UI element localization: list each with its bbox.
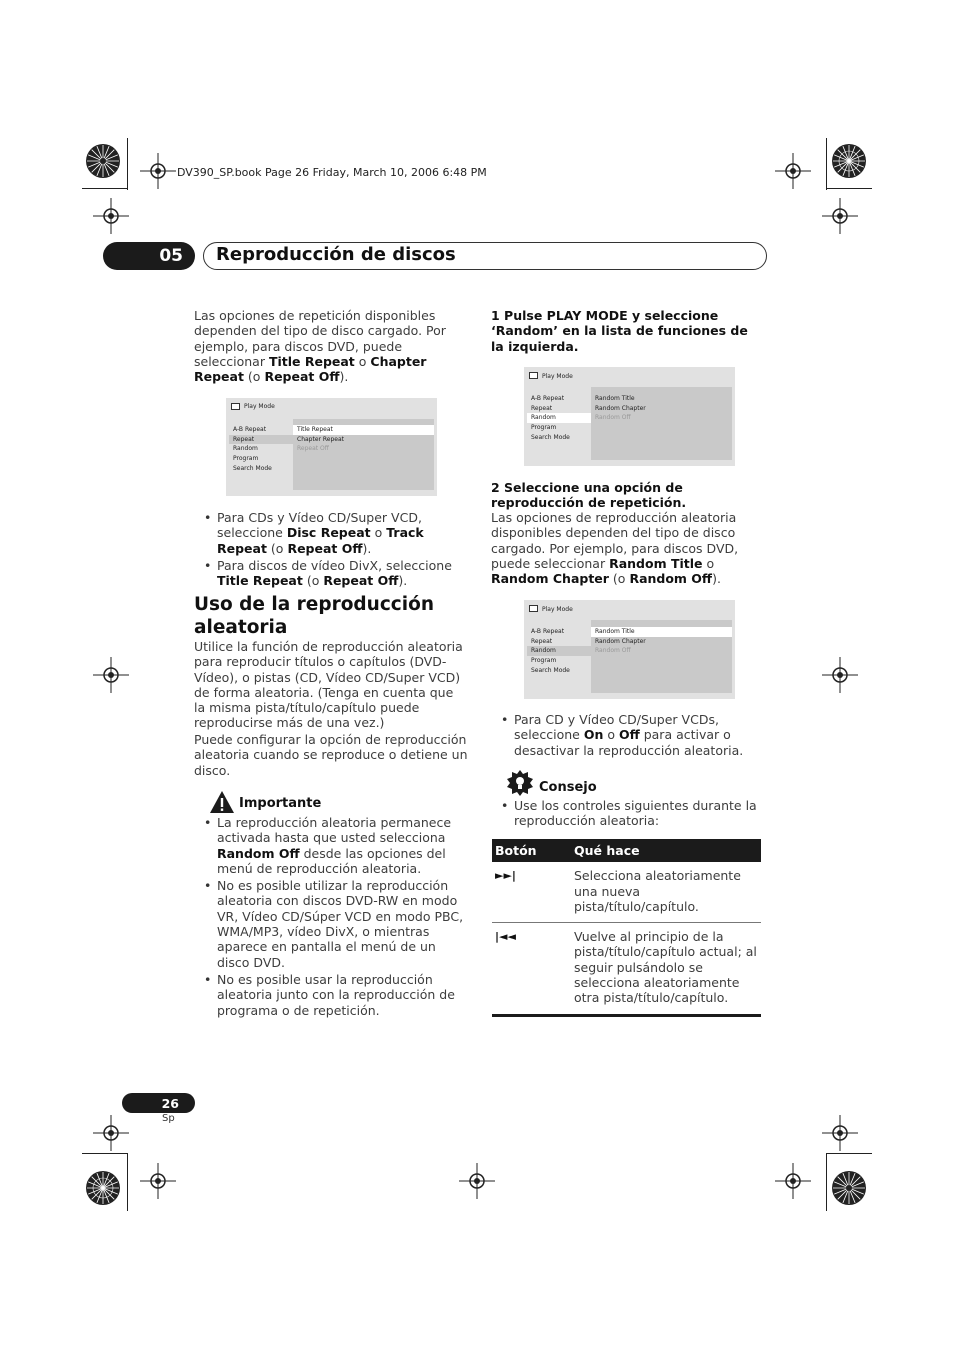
list-item: • Para CDs y Vídeo CD/Super VCD, seleccione Disc Repeat o Track Repeat (o Repeat Off). xyxy=(194,510,470,556)
option: Random Chapter xyxy=(595,404,646,412)
crosshair-mark-icon xyxy=(775,153,811,189)
warning-icon xyxy=(209,790,235,814)
menu-item: Program xyxy=(233,455,259,463)
crosshair-mark-icon xyxy=(822,1115,858,1151)
step-2: 2 Seleccione una opción de reproducción de repetición. xyxy=(491,480,687,511)
option: Random Chapter xyxy=(595,637,646,645)
screen-title: Play Mode xyxy=(244,403,275,410)
disc-icon xyxy=(529,372,538,379)
page-number: 26 xyxy=(122,1093,195,1113)
chapter-title: Reproducción de discos xyxy=(216,244,456,265)
menu-item: Repeat xyxy=(531,404,553,412)
menu-item: Program xyxy=(531,424,557,432)
list-item: • No es posible usar la reproducción aleatoria junto con la reproducción de programa o de repetición. xyxy=(194,972,470,1018)
registration-target-icon xyxy=(85,143,121,179)
table-cell: Vuelve al principio de la pista/título/capítulo actual; al seguir pulsándolo se selecciona aleatoriamente otra pista/título/capítulo. xyxy=(571,923,761,1015)
tip-text xyxy=(491,798,763,831)
option-highlighted: Title Repeat xyxy=(293,425,434,435)
menu-item-selected: Repeat xyxy=(229,435,293,445)
crosshair-mark-icon xyxy=(822,657,858,693)
tip-icon xyxy=(506,770,534,796)
step-1: 1 Pulse PLAY MODE y seleccione ‘Random’ en la lista de funciones de la izquierda. xyxy=(491,308,748,354)
crosshair-mark-icon xyxy=(822,198,858,234)
menu-item: Program xyxy=(531,657,557,665)
table-row xyxy=(492,862,761,922)
list-item: • La reproducción aleatoria permanece activada hasta que usted selecciona Random Off desde las opciones del menú de reproducción aleatoria. xyxy=(194,815,470,876)
screen-title: Play Mode xyxy=(542,606,573,613)
menu-item: Random xyxy=(233,445,258,453)
crosshair-mark-icon xyxy=(93,1115,129,1151)
list-item: • No es posible utilizar la reproducción aleatoria con discos DVD-RW en modo VR, Vídeo CD/Súper VCD en modo PBC, WMA/MP3, vídeo DivX, o mientras aparece en pantalla el menú de un disco DVD. xyxy=(194,878,470,970)
menu-item-selected: Random xyxy=(527,646,591,656)
file-header: DV390_SP.book Page 26 Friday, March 10, 2006 6:48 PM xyxy=(177,166,487,179)
repeat-bullets xyxy=(194,510,470,590)
option-disabled: Repeat Off xyxy=(297,445,329,453)
important-label: Importante xyxy=(239,796,322,811)
disc-icon xyxy=(529,605,538,612)
play-mode-menu xyxy=(527,394,591,443)
menu-item: Search Mode xyxy=(531,433,570,441)
menu-item: Search Mode xyxy=(233,464,272,472)
registration-target-icon xyxy=(831,143,867,179)
crosshair-mark-icon xyxy=(93,657,129,693)
table-cell: Selecciona aleatoriamente una nueva pista/título/capítulo. xyxy=(571,862,761,922)
crosshair-mark-icon xyxy=(140,153,176,189)
option-disabled: Random Off xyxy=(595,647,631,655)
intro-paragraph: Las opciones de repetición disponibles dependen del tipo de disco cargado. Por ejemplo, para discos DVD, puede seleccionar Title Repeat o Chapter Repeat (o Repeat Off). xyxy=(194,308,446,385)
menu-item: A-B Repeat xyxy=(233,426,267,433)
random-options xyxy=(591,627,732,656)
option-highlighted: Random Title xyxy=(591,627,732,637)
table-row xyxy=(492,923,761,1015)
registration-target-icon xyxy=(85,1170,121,1206)
registration-target-icon xyxy=(831,1170,867,1206)
play-mode-menu xyxy=(527,627,591,676)
play-mode-screen-repeat xyxy=(226,398,437,496)
menu-item-selected: Random xyxy=(527,413,591,423)
random-options xyxy=(591,394,732,423)
menu-item: Search Mode xyxy=(531,666,570,674)
random-intro-paragraph: Utilice la función de reproducción aleatoria para reproducir títulos o capítulos (DVD-Vídeo), o pistas (CD, Vídeo CD/Super VCD) de forma aleatoria. (Tenga en cuenta que la misma pista/título/capítulo puede reproducirse más de una vez.) xyxy=(194,639,463,731)
menu-item: Repeat xyxy=(531,637,553,645)
crosshair-mark-icon xyxy=(140,1163,176,1199)
crosshair-mark-icon xyxy=(775,1163,811,1199)
crosshair-mark-icon xyxy=(459,1163,495,1199)
table-header-action: Qué hace xyxy=(571,839,761,862)
list-item: • Para discos de vídeo DivX, seleccione Title Repeat (o Repeat Off). xyxy=(194,558,470,589)
language-code: Sp xyxy=(162,1113,175,1124)
random-bullet xyxy=(491,712,763,760)
list-item: • Para CD y Vídeo CD/Super VCDs, seleccione On o Off para activar o desactivar la reproducción aleatoria. xyxy=(491,712,763,758)
repeat-options xyxy=(293,425,434,454)
option: Chapter Repeat xyxy=(297,435,345,443)
option-disabled: Random Off xyxy=(595,414,631,422)
screen-title: Play Mode xyxy=(542,373,573,380)
play-mode-menu xyxy=(229,425,293,474)
play-mode-screen-random-menu xyxy=(524,367,735,466)
play-mode-screen-random-options xyxy=(524,600,735,699)
table-header-button: Botón xyxy=(492,839,571,862)
controls-table xyxy=(492,839,761,1017)
menu-item: A-B Repeat xyxy=(531,628,565,635)
important-bullets xyxy=(194,815,470,1020)
menu-item: A-B Repeat xyxy=(531,395,565,402)
tip-label: Consejo xyxy=(539,780,597,795)
disc-icon xyxy=(231,403,240,410)
crosshair-mark-icon xyxy=(93,198,129,234)
random-config-paragraph: Puede configurar la opción de reproducción aleatoria cuando se reproduce o detiene un disco. xyxy=(194,732,468,778)
step-2-paragraph: Las opciones de reproducción aleatoria disponibles dependen del tipo de disco cargado. Por ejemplo, para discos DVD, puede seleccionar Random Title o Random Chapter (o Random Off). xyxy=(491,510,739,587)
next-button-glyph: ►►| xyxy=(492,862,571,922)
option: Random Title xyxy=(595,395,635,402)
section-heading: Uso de la reproducción aleatoria xyxy=(194,594,434,638)
chapter-number-badge: 05 xyxy=(103,242,195,270)
list-item: • Use los controles siguientes durante la reproducción aleatoria: xyxy=(491,798,763,829)
previous-button-glyph: |◄◄ xyxy=(492,923,571,1015)
